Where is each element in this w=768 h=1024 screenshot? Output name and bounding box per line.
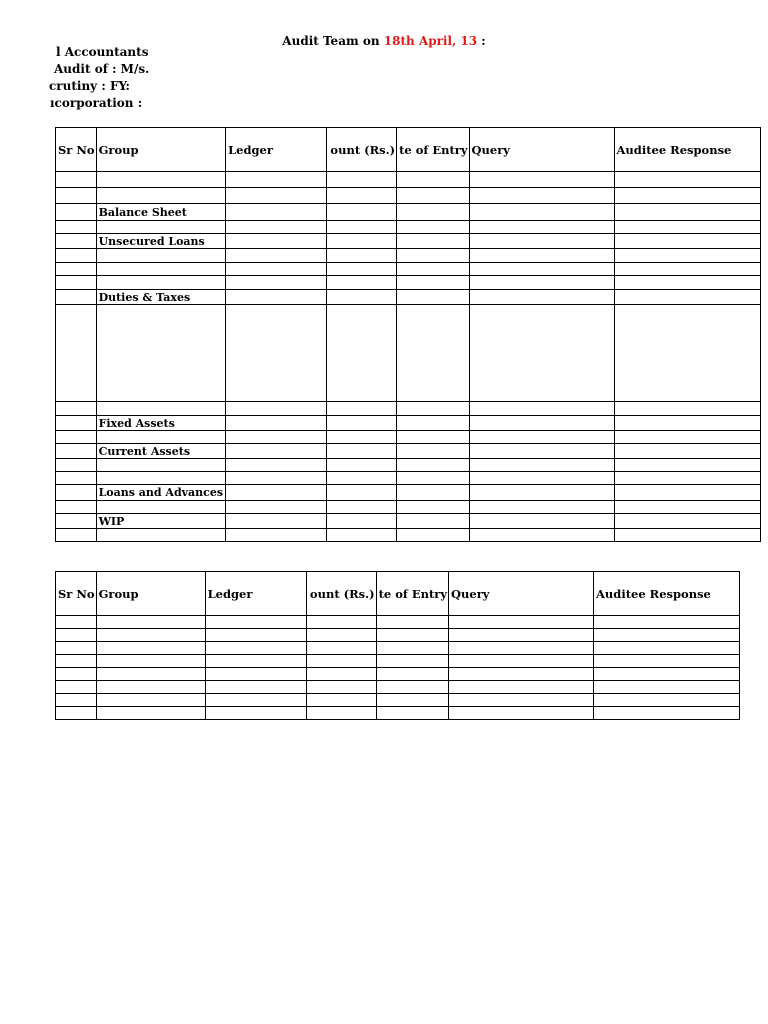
- table-cell[interactable]: [327, 263, 397, 276]
- table-cell[interactable]: [306, 642, 376, 655]
- table-row: [56, 234, 761, 249]
- table-row: [56, 501, 761, 514]
- table-cell[interactable]: [614, 416, 760, 431]
- column-header: Query: [449, 572, 594, 616]
- table-row: [56, 642, 740, 655]
- table-cell[interactable]: [397, 402, 469, 416]
- column-header: Sr No: [56, 572, 97, 616]
- table-cell[interactable]: [56, 485, 97, 501]
- table-cell[interactable]: [56, 472, 97, 485]
- table-cell[interactable]: [205, 694, 306, 707]
- header-row: [56, 128, 761, 172]
- table-cell[interactable]: [614, 204, 760, 221]
- table-cell[interactable]: [397, 234, 469, 249]
- table-cell[interactable]: [226, 416, 327, 431]
- table-cell[interactable]: [226, 172, 327, 188]
- table-row: [56, 204, 761, 221]
- table-cell[interactable]: [306, 655, 376, 668]
- table-cell[interactable]: [397, 529, 469, 542]
- table-cell[interactable]: [397, 501, 469, 514]
- table-row: [56, 188, 761, 204]
- table-cell[interactable]: [376, 707, 448, 720]
- table-row: [56, 221, 761, 234]
- table-cell[interactable]: [594, 668, 740, 681]
- table-cell[interactable]: [56, 234, 97, 249]
- group-cell[interactable]: Duties & Taxes: [96, 290, 226, 305]
- table-cell[interactable]: [226, 459, 327, 472]
- column-header: Auditee Response: [614, 128, 760, 172]
- table-cell[interactable]: [397, 485, 469, 501]
- table-row: [56, 431, 761, 444]
- group-cell[interactable]: Current Assets: [96, 444, 226, 459]
- table-cell[interactable]: [614, 263, 760, 276]
- group-cell[interactable]: [96, 629, 205, 642]
- table-cell[interactable]: [469, 402, 614, 416]
- table-cell[interactable]: [226, 402, 327, 416]
- heading-suffix: :: [477, 34, 486, 48]
- table-cell[interactable]: [327, 529, 397, 542]
- table-row: [56, 459, 761, 472]
- table-cell[interactable]: [327, 305, 397, 402]
- table-cell[interactable]: [306, 707, 376, 720]
- table-row: [56, 249, 761, 263]
- table-cell[interactable]: [397, 221, 469, 234]
- table-row: [56, 694, 740, 707]
- group-cell[interactable]: [96, 642, 205, 655]
- table-cell[interactable]: [56, 629, 97, 642]
- table-cell[interactable]: [376, 694, 448, 707]
- table-cell[interactable]: [56, 249, 97, 263]
- table-cell[interactable]: [397, 263, 469, 276]
- table-cell[interactable]: [594, 655, 740, 668]
- table-cell[interactable]: [614, 529, 760, 542]
- table-row: [56, 276, 761, 290]
- group-cell[interactable]: [96, 707, 205, 720]
- table-cell[interactable]: [614, 221, 760, 234]
- table-row: [56, 707, 740, 720]
- group-cell[interactable]: [96, 249, 226, 263]
- table-cell[interactable]: [469, 444, 614, 459]
- table-cell[interactable]: [56, 642, 97, 655]
- group-cell[interactable]: [96, 172, 226, 188]
- table-cell[interactable]: [469, 276, 614, 290]
- table-cell[interactable]: [306, 694, 376, 707]
- table-cell[interactable]: [56, 431, 97, 444]
- group-cell[interactable]: WIP: [96, 514, 226, 529]
- table-cell[interactable]: [449, 668, 594, 681]
- column-header: Group: [96, 128, 226, 172]
- table-cell[interactable]: [594, 694, 740, 707]
- table-cell[interactable]: [614, 501, 760, 514]
- table-cell[interactable]: [327, 221, 397, 234]
- group-cell[interactable]: [96, 305, 226, 402]
- table-row: [56, 444, 761, 459]
- table-cell[interactable]: [469, 514, 614, 529]
- table-cell[interactable]: [56, 290, 97, 305]
- group-cell[interactable]: Unsecured Loans: [96, 234, 226, 249]
- table-cell[interactable]: [205, 707, 306, 720]
- table-cell[interactable]: [327, 172, 397, 188]
- table-cell[interactable]: [56, 668, 97, 681]
- table-cell[interactable]: [614, 485, 760, 501]
- table-cell[interactable]: [226, 501, 327, 514]
- table-cell[interactable]: [594, 616, 740, 629]
- table-row: [56, 472, 761, 485]
- table-cell[interactable]: [56, 263, 97, 276]
- table-cell[interactable]: [327, 249, 397, 263]
- table-cell[interactable]: [449, 694, 594, 707]
- heading-prefix: Audit Team on: [282, 34, 384, 48]
- table-cell[interactable]: [469, 188, 614, 204]
- table-cell[interactable]: [327, 444, 397, 459]
- column-header: ount (Rs.): [327, 128, 397, 172]
- table-cell[interactable]: [449, 616, 594, 629]
- table-cell[interactable]: [449, 642, 594, 655]
- table-cell[interactable]: [226, 529, 327, 542]
- group-cell[interactable]: [96, 431, 226, 444]
- group-cell[interactable]: [96, 459, 226, 472]
- table-cell[interactable]: [226, 305, 327, 402]
- table-cell[interactable]: [614, 249, 760, 263]
- audit-query-table-2: [55, 571, 740, 720]
- table-cell[interactable]: [226, 290, 327, 305]
- table-cell[interactable]: [614, 276, 760, 290]
- table-cell[interactable]: [327, 204, 397, 221]
- table-cell[interactable]: [327, 431, 397, 444]
- group-cell[interactable]: [96, 668, 205, 681]
- group-cell[interactable]: [96, 188, 226, 204]
- table-cell[interactable]: [306, 616, 376, 629]
- table-cell[interactable]: [56, 402, 97, 416]
- table-cell[interactable]: [397, 290, 469, 305]
- table-cell[interactable]: [614, 472, 760, 485]
- meta-scrutiny-fy: crutiny : FY:: [49, 79, 130, 93]
- table-row: [56, 655, 740, 668]
- table-cell[interactable]: [614, 444, 760, 459]
- header-row: [56, 572, 740, 616]
- table-cell[interactable]: [226, 204, 327, 221]
- meta-accountants: l Accountants: [56, 45, 149, 59]
- group-cell[interactable]: [96, 402, 226, 416]
- table-cell[interactable]: [306, 668, 376, 681]
- table-cell[interactable]: [614, 431, 760, 444]
- group-cell[interactable]: [96, 655, 205, 668]
- table-cell[interactable]: [397, 431, 469, 444]
- table-cell[interactable]: [469, 290, 614, 305]
- table-cell[interactable]: [397, 172, 469, 188]
- table-row: [56, 681, 740, 694]
- table-cell[interactable]: [469, 263, 614, 276]
- table-cell[interactable]: [56, 501, 97, 514]
- group-cell[interactable]: [96, 221, 226, 234]
- table-cell[interactable]: [306, 681, 376, 694]
- table-cell[interactable]: [56, 655, 97, 668]
- table-row: [56, 402, 761, 416]
- group-cell[interactable]: [96, 501, 226, 514]
- table-cell[interactable]: [397, 305, 469, 402]
- meta-audit-of: Audit of : M/s.: [54, 62, 150, 76]
- table-cell[interactable]: [469, 416, 614, 431]
- table-cell[interactable]: [205, 642, 306, 655]
- table-cell[interactable]: [449, 655, 594, 668]
- table-cell[interactable]: [397, 276, 469, 290]
- group-cell[interactable]: Balance Sheet: [96, 204, 226, 221]
- column-header: Query: [469, 128, 614, 172]
- table-cell[interactable]: [226, 234, 327, 249]
- table-cell[interactable]: [614, 290, 760, 305]
- table-row: [56, 172, 761, 188]
- column-header: Ledger: [226, 128, 327, 172]
- column-header: Auditee Response: [594, 572, 740, 616]
- table-cell[interactable]: [327, 514, 397, 529]
- table-cell[interactable]: [56, 707, 97, 720]
- table-cell[interactable]: [469, 472, 614, 485]
- column-header: Ledger: [205, 572, 306, 616]
- table-cell[interactable]: [56, 694, 97, 707]
- table-cell[interactable]: [469, 204, 614, 221]
- table-cell[interactable]: [397, 514, 469, 529]
- table-cell[interactable]: [469, 249, 614, 263]
- table-cell[interactable]: [56, 204, 97, 221]
- group-cell[interactable]: [96, 694, 205, 707]
- table-cell[interactable]: [376, 681, 448, 694]
- table-cell[interactable]: [306, 629, 376, 642]
- heading-date: 18th April, 13: [383, 34, 478, 48]
- table-cell[interactable]: [56, 276, 97, 290]
- table-cell[interactable]: [469, 459, 614, 472]
- table-cell[interactable]: [56, 444, 97, 459]
- table-cell[interactable]: [56, 221, 97, 234]
- table-cell[interactable]: [327, 501, 397, 514]
- table-row: [56, 668, 740, 681]
- table-cell[interactable]: [226, 221, 327, 234]
- table-cell[interactable]: [205, 655, 306, 668]
- group-cell[interactable]: [96, 263, 226, 276]
- table-cell[interactable]: [397, 444, 469, 459]
- table-cell[interactable]: [205, 668, 306, 681]
- table-cell[interactable]: [226, 514, 327, 529]
- table-cell[interactable]: [226, 444, 327, 459]
- table-cell[interactable]: [226, 472, 327, 485]
- table-row: [56, 616, 740, 629]
- table-cell[interactable]: [594, 681, 740, 694]
- table-cell[interactable]: [614, 459, 760, 472]
- table-cell[interactable]: [376, 668, 448, 681]
- table-cell[interactable]: [469, 431, 614, 444]
- table-cell[interactable]: [226, 263, 327, 276]
- table-cell[interactable]: [56, 616, 97, 629]
- table-cell[interactable]: [226, 276, 327, 290]
- table-cell[interactable]: [327, 234, 397, 249]
- table-cell[interactable]: [469, 221, 614, 234]
- table-cell[interactable]: [469, 172, 614, 188]
- table-cell[interactable]: [327, 290, 397, 305]
- column-header: Sr No: [56, 128, 97, 172]
- table-cell[interactable]: [56, 305, 97, 402]
- table-row: [56, 290, 761, 305]
- table-row: [56, 416, 761, 431]
- table-cell[interactable]: [594, 707, 740, 720]
- table-cell[interactable]: [614, 305, 760, 402]
- table-row: [56, 485, 761, 501]
- table-cell[interactable]: [327, 188, 397, 204]
- table-cell[interactable]: [226, 431, 327, 444]
- table-cell[interactable]: [327, 485, 397, 501]
- table-cell[interactable]: [327, 472, 397, 485]
- table-row: [56, 305, 761, 402]
- group-cell[interactable]: [96, 529, 226, 542]
- column-header: Group: [96, 572, 205, 616]
- table-cell[interactable]: [56, 459, 97, 472]
- table-cell[interactable]: [226, 188, 327, 204]
- table-cell[interactable]: [614, 402, 760, 416]
- table-cell[interactable]: [226, 249, 327, 263]
- table-cell[interactable]: [594, 629, 740, 642]
- table-cell[interactable]: [56, 188, 97, 204]
- table-cell[interactable]: [205, 616, 306, 629]
- table-row: [56, 529, 761, 542]
- table-cell[interactable]: [397, 249, 469, 263]
- table-cell[interactable]: [469, 485, 614, 501]
- table-row: [56, 514, 761, 529]
- table-cell[interactable]: [397, 459, 469, 472]
- table-cell[interactable]: [469, 529, 614, 542]
- meta-incorporation: ıcorporation :: [50, 96, 143, 110]
- table-cell[interactable]: [469, 234, 614, 249]
- group-cell[interactable]: Fixed Assets: [96, 416, 226, 431]
- table-row: [56, 263, 761, 276]
- table-cell[interactable]: [376, 642, 448, 655]
- group-cell[interactable]: [96, 472, 226, 485]
- table-row: [56, 629, 740, 642]
- table-cell[interactable]: [327, 276, 397, 290]
- column-header: te of Entry: [376, 572, 448, 616]
- audit-query-table-1: [55, 127, 761, 542]
- table-cell[interactable]: [614, 188, 760, 204]
- table-cell[interactable]: [449, 681, 594, 694]
- table-cell[interactable]: [205, 629, 306, 642]
- table-cell[interactable]: [376, 629, 448, 642]
- table-cell[interactable]: [397, 188, 469, 204]
- group-cell[interactable]: [96, 276, 226, 290]
- column-header: ount (Rs.): [306, 572, 376, 616]
- table-cell[interactable]: [449, 707, 594, 720]
- table-cell[interactable]: [327, 416, 397, 431]
- table-cell[interactable]: [614, 234, 760, 249]
- table-cell[interactable]: [397, 416, 469, 431]
- table-cell[interactable]: [327, 402, 397, 416]
- group-cell[interactable]: [96, 616, 205, 629]
- table-cell[interactable]: [376, 655, 448, 668]
- table-cell[interactable]: [614, 514, 760, 529]
- table-cell[interactable]: [469, 305, 614, 402]
- table-cell[interactable]: [449, 629, 594, 642]
- table-cell[interactable]: [397, 472, 469, 485]
- table-cell[interactable]: [56, 172, 97, 188]
- group-cell[interactable]: Loans and Advances: [96, 485, 226, 501]
- table-cell[interactable]: [376, 616, 448, 629]
- table-cell[interactable]: [205, 681, 306, 694]
- table-cell[interactable]: [56, 416, 97, 431]
- table-cell[interactable]: [594, 642, 740, 655]
- table-cell[interactable]: [226, 485, 327, 501]
- table-cell[interactable]: [327, 459, 397, 472]
- table-cell[interactable]: [56, 529, 97, 542]
- table-cell[interactable]: [469, 501, 614, 514]
- table-cell[interactable]: [56, 681, 97, 694]
- table-cell[interactable]: [614, 172, 760, 188]
- table-cell[interactable]: [397, 204, 469, 221]
- group-cell[interactable]: [96, 681, 205, 694]
- column-header: te of Entry: [397, 128, 469, 172]
- table-cell[interactable]: [56, 514, 97, 529]
